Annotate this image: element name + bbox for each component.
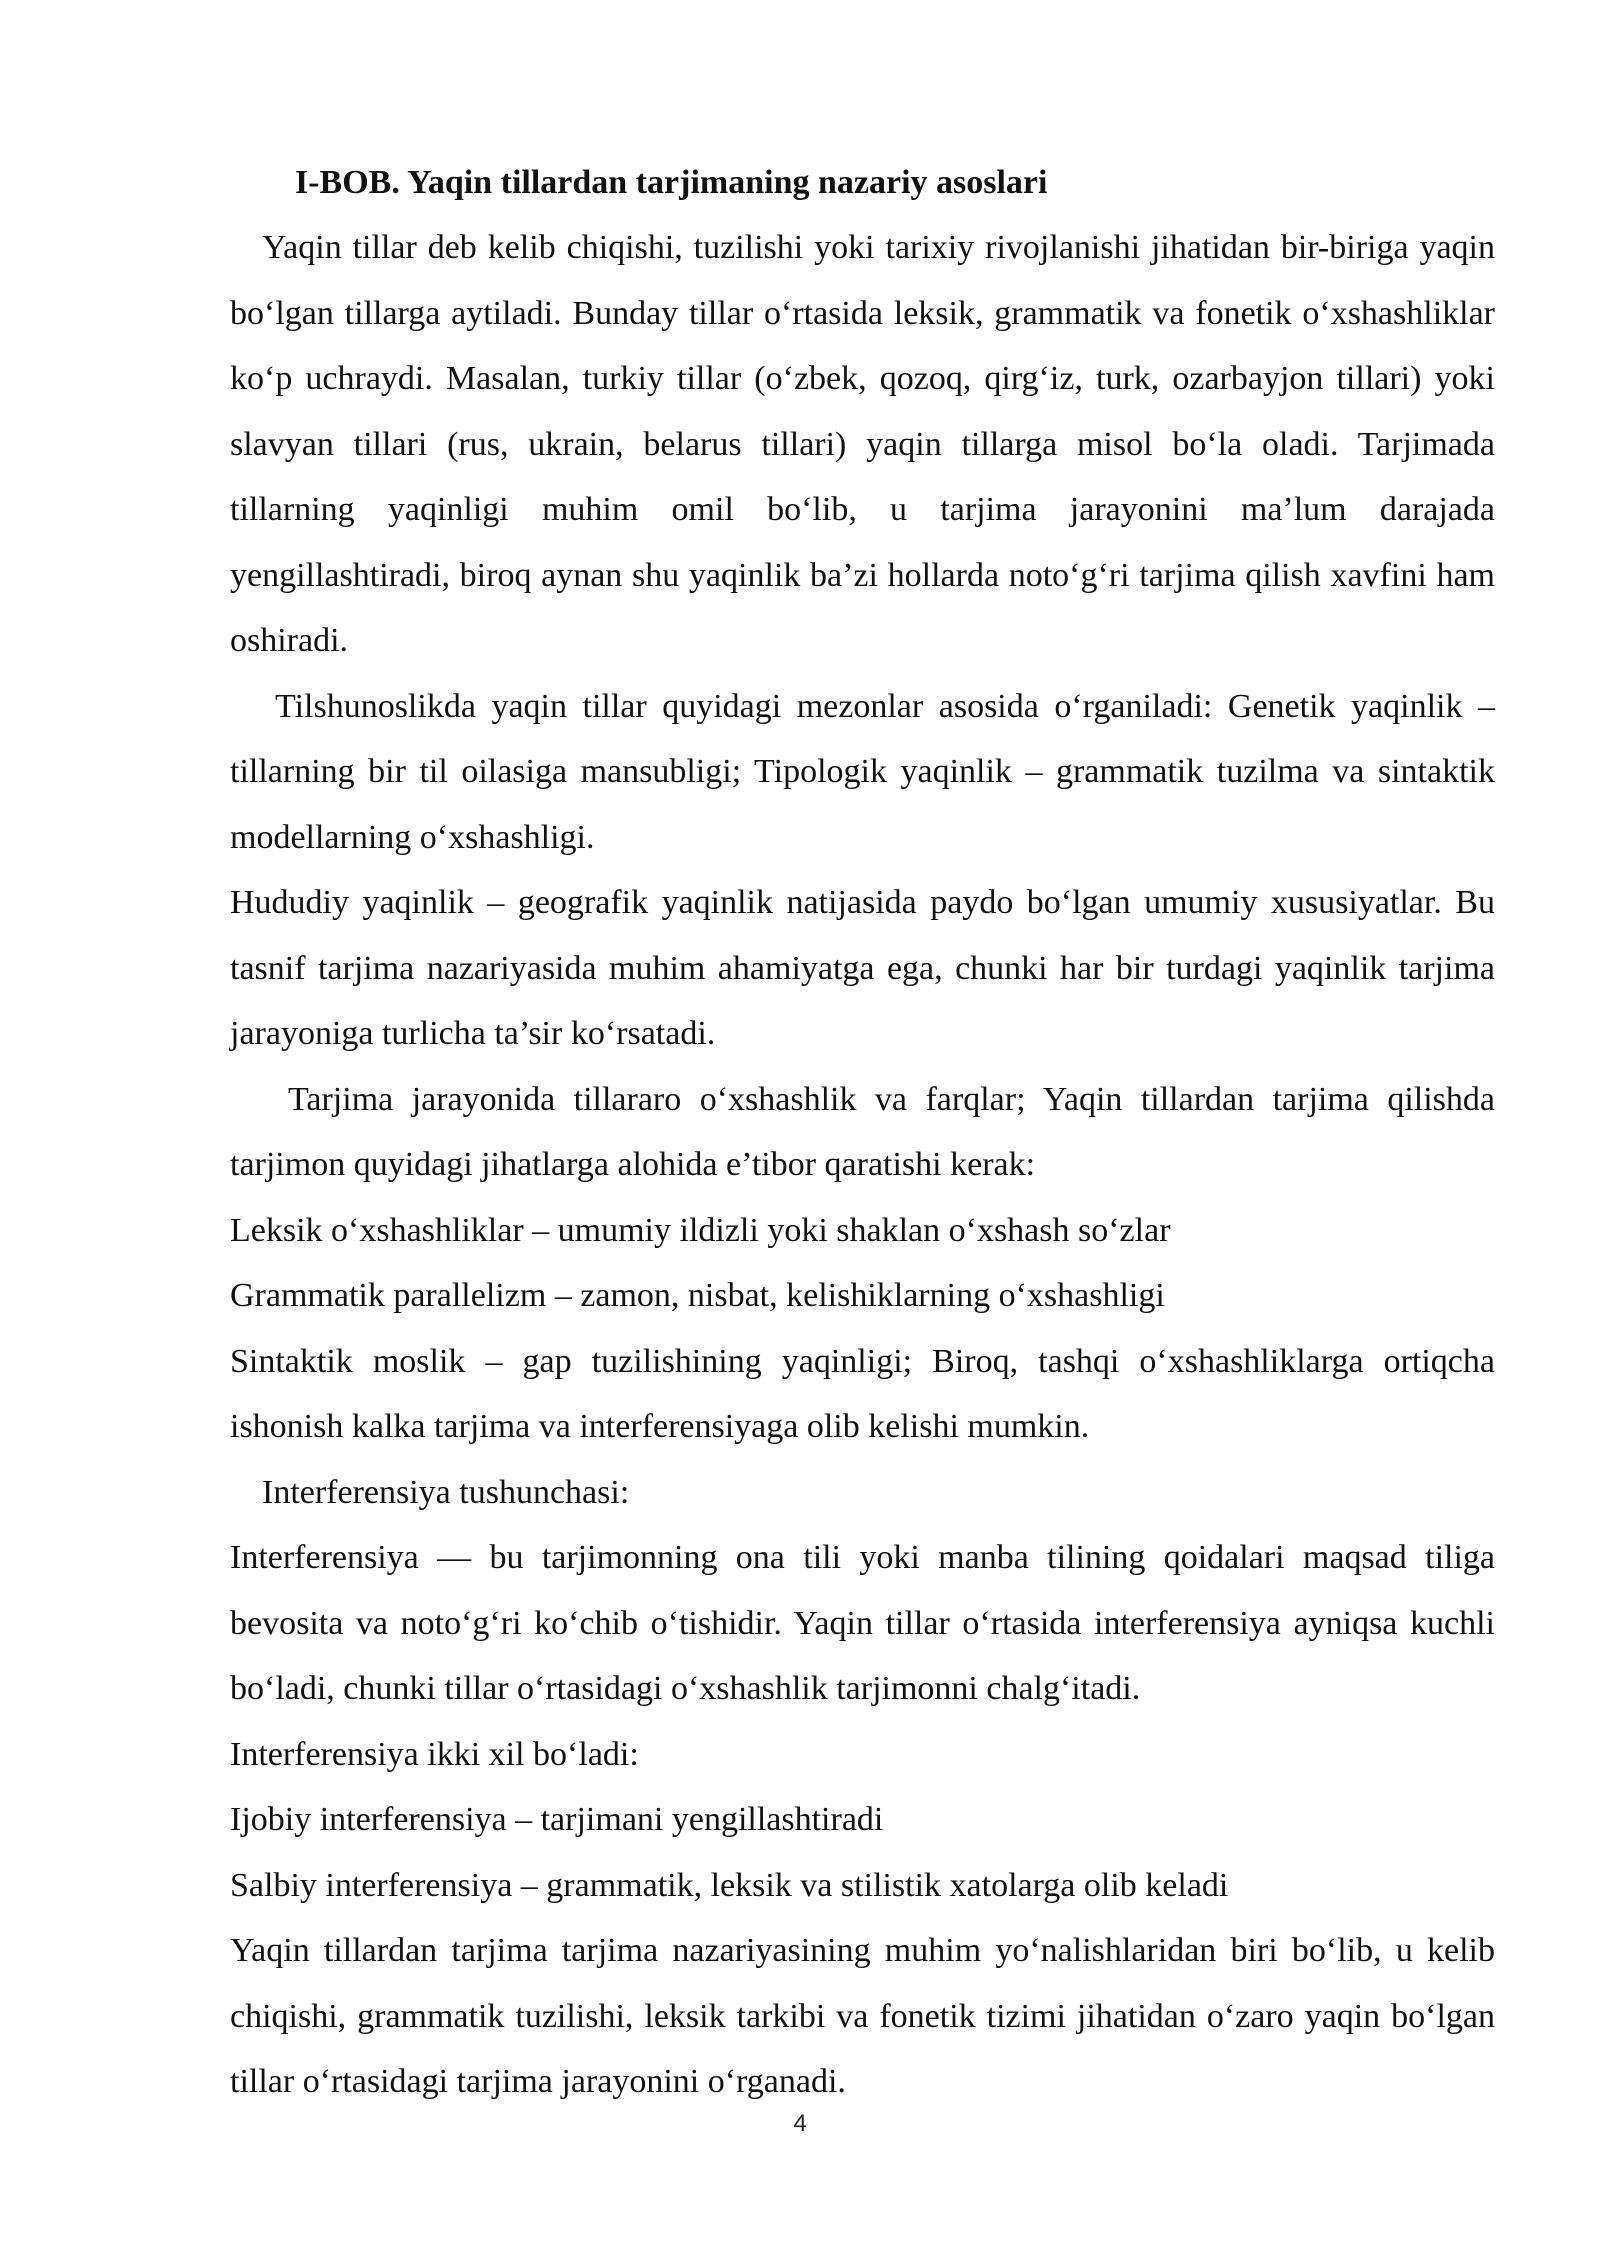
list-item-lexical: Leksik o‘xshashliklar – umumiy ildizli yoki shaklan o‘xshash so‘zlar — [230, 1211, 1171, 1249]
paragraph-translation-process: Tarjima jarayonida tillararo o‘xshashlik va farqlar; Yaqin tillardan tarjima qilishda tarjimon quyidagi jihatlarga alohida e’tibor qaratishi kerak: — [230, 1080, 1495, 1183]
paragraph-syntactic: Sintaktik moslik – gap tuzilishining yaqinligi; Biroq, tashqi o‘xshashliklarga ortiqcha ishonish kalka tarjima va interferensiyaga olib kelishi mumkin. — [230, 1342, 1495, 1445]
list-item-grammatical: Grammatik parallelizm – zamon, nisbat, kelishiklarning o‘xshashligi — [230, 1277, 1165, 1314]
paragraph-conclusion: Yaqin tillardan tarjima tarjima nazariyasining muhim yo‘nalishlaridan biri bo‘lib, u kelib chiqishi, grammatik tuzilishi, leksik tarkibi va fonetik tizimi jihatidan o‘zaro yaqin bo‘lgan tillar o‘rtasidagi tarjima jarayonini o‘rganadi. — [230, 1932, 1495, 2100]
subheading-interference: Interferensiya tushunchasi: — [262, 1473, 630, 1511]
chapter-heading: I-BOB. Yaqin tillardan tarjimaning nazariy asoslari — [295, 164, 1048, 201]
paragraph-definition: Yaqin tillar deb kelib chiqishi, tuzilishi yoki tarixiy rivojlanishi jihatidan bir-biriga yaqin bo‘lgan tillarga aytiladi. Bunday tillar o‘rtasida leksik, grammatik va fonetik o‘xshashliklar ko‘p uchraydi. Masalan, turkiy tillar (o‘zbek, qozoq, qirg‘iz, turk, ozarbayjon tillari) yoki slavyan tillari (rus, ukrain, belarus tillari) yaqin tillarga misol bo‘la oladi. Tarjimada tillarning yaqinligi muhim omil bo‘lib, u tarjima jarayonini ma’lum darajada yengillashtiradi, biroq aynan shu yaqinlik ba’zi hollarda noto‘g‘ri tarjima qilish xavfini ham oshiradi. — [230, 229, 1495, 659]
list-item-positive-interference: Ijobiy interferensiya – tarjimani yengillashtiradi — [230, 1801, 884, 1838]
list-item-negative-interference: Salbiy interferensiya – grammatik, leksik va stilistik xatolarga olib keladi — [230, 1866, 1229, 1904]
paragraph-interference-definition: Interferensiya — bu tarjimonning ona tili yoki manba tilining qoidalari maqsad tiliga bevosita va noto‘g‘ri ko‘chib o‘tishidir. Yaqin tillar o‘rtasida interferensiya ayniqsa kuchli bo‘ladi, chunki tillar o‘rtasidagi o‘xshashlik tarjimonni chalg‘itadi. — [230, 1539, 1495, 1707]
line-interference-types: Interferensiya ikki xil bo‘ladi: — [230, 1735, 639, 1773]
paragraph-criteria: Tilshunoslikda yaqin tillar quyidagi mezonlar asosida o‘rganiladi: Genetik yaqinlik – tillarning bir til oilasiga mansubligi; Tipologik yaqinlik – grammatik tuzilma va sintaktik modellarning o‘xshashligi. — [230, 687, 1495, 856]
paragraph-territorial: Hududiy yaqinlik – geografik yaqinlik natijasida paydo bo‘lgan umumiy xususiyatlar. Bu tasnif tarjima nazariyasida muhim ahamiyatga ega, chunki har bir turdagi yaqinlik tarjima jarayoniga turlicha ta’sir ko‘rsatadi. — [230, 884, 1495, 1052]
document-page — [230, 150, 1495, 2115]
page-number: 4 — [793, 2110, 807, 2137]
